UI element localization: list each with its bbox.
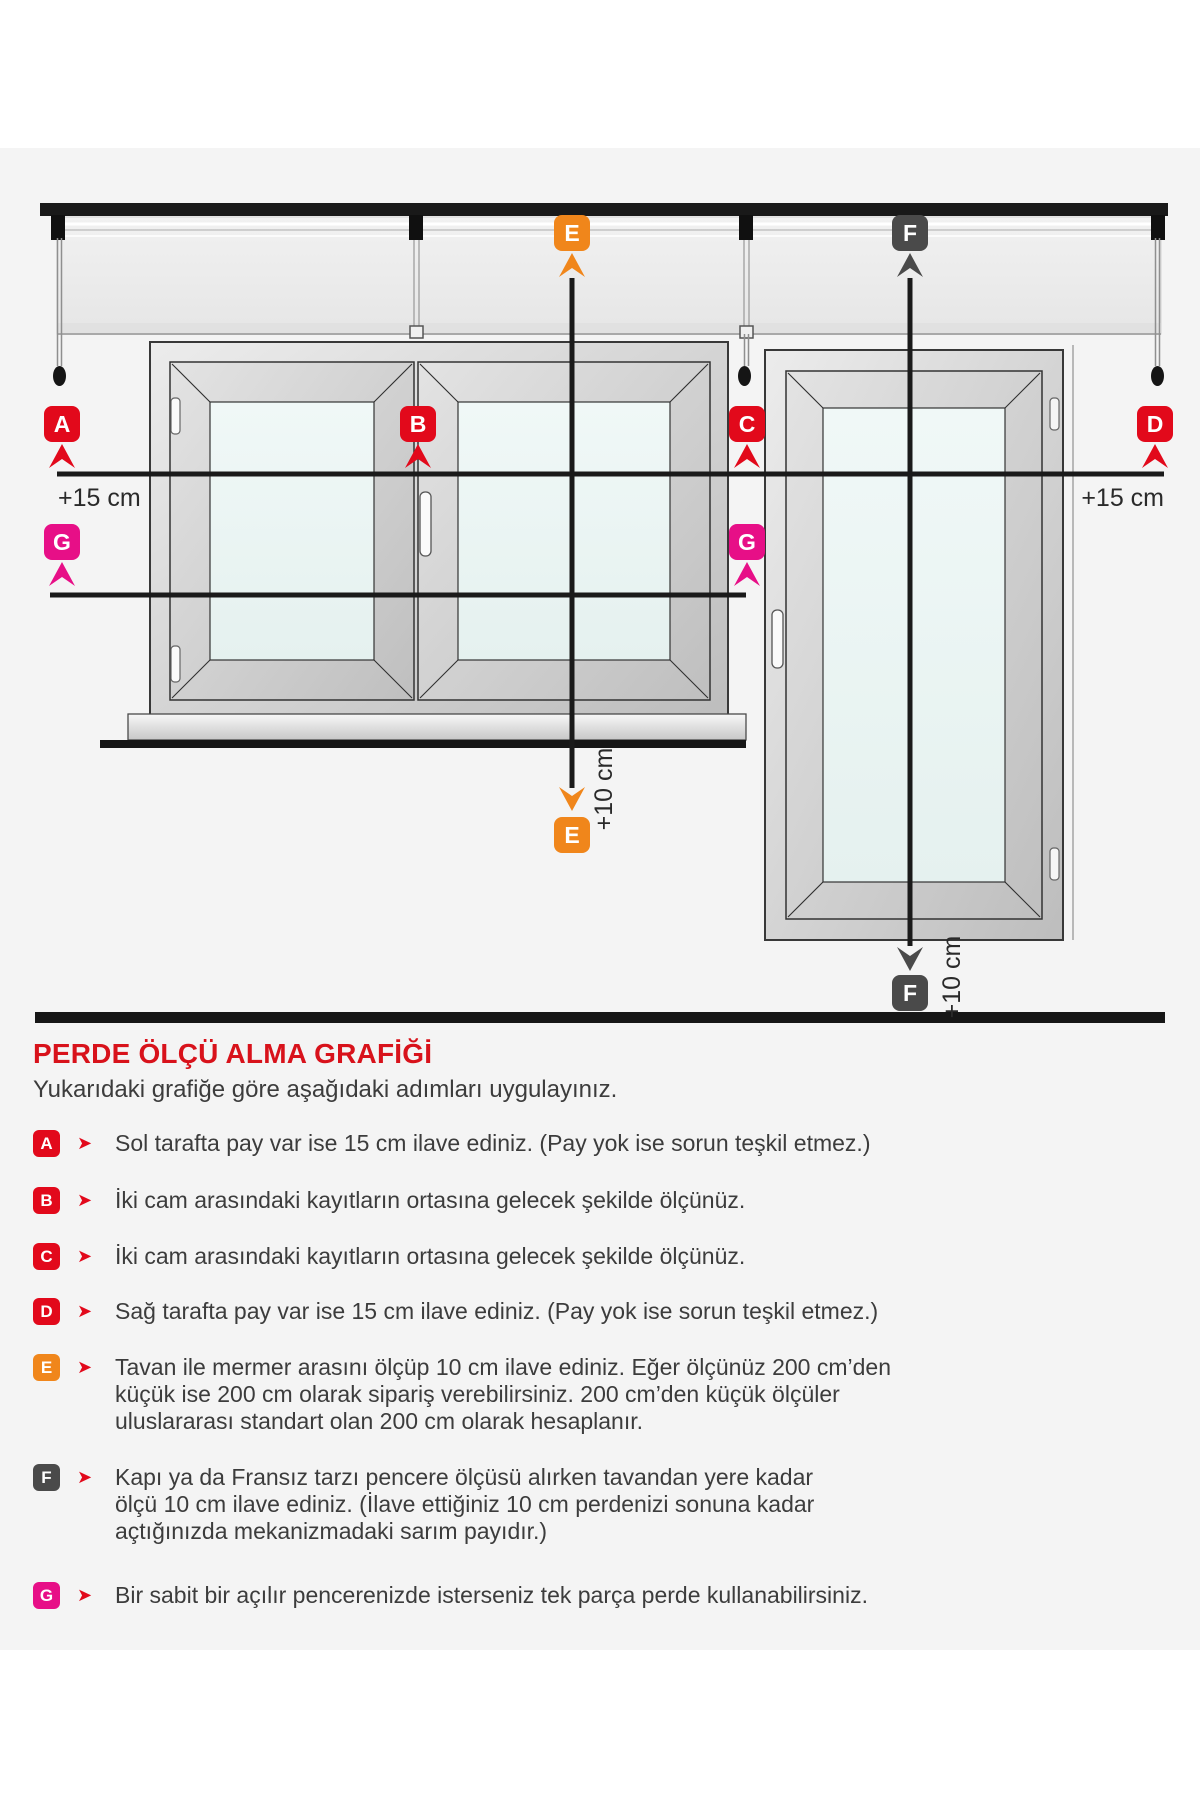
glass-pane	[458, 402, 670, 660]
arrow-up-g-left	[49, 562, 75, 586]
legend-text-f	[115, 1464, 814, 1545]
glass-pane	[210, 402, 374, 660]
legend-badge-g: G	[33, 1582, 60, 1609]
badge-f-bottom-letter: F	[902, 980, 918, 1006]
legend-text-a: Sol tarafta pay var ise 15 cm ilave ediniz. (Pay yok ise sorun teşkil etmez.)	[115, 1130, 871, 1156]
legend-badge-f: F	[33, 1464, 60, 1491]
window-hinge-top	[171, 398, 180, 434]
door-handle	[772, 610, 783, 668]
legend-text-f-line2: ölçü 10 cm ilave ediniz. (İlave ettiğiniz 10 cm perdenizi sonuna kadar	[115, 1491, 815, 1517]
arrow-up-d	[1142, 444, 1168, 468]
legend-item-f	[33, 1464, 1173, 1545]
legend-text-c: İki cam arasındaki kayıtların ortasına gelecek şekilde ölçünüz.	[115, 1243, 746, 1269]
window-sill-board	[128, 714, 746, 740]
legend-text-e	[115, 1354, 891, 1435]
legend-text-f-line1: Kapı ya da Fransız tarzı pencere ölçüsü alırken tavandan yere kadar	[115, 1464, 814, 1490]
legend-text-e-line2: küçük ise 200 cm olarak sipariş verebilirsiniz. 200 cm’den küçük ölçüler	[115, 1381, 840, 1407]
rail-bracket-4	[1151, 215, 1165, 240]
legend-text-g: Bir sabit bir açılır pencerenizde isterseniz tek parça perde kullanabilirsiniz.	[115, 1582, 868, 1608]
window-sill-marble	[100, 740, 746, 748]
legend-text-e-line1: Tavan ile mermer arasını ölçüp 10 cm ilave ediniz. Eğer ölçünüz 200 cm’den	[115, 1354, 891, 1380]
legend-item-g	[33, 1582, 1173, 1609]
badge-b-letter: B	[409, 411, 427, 437]
window-sash-left	[170, 362, 414, 700]
legend-badge-b: B	[33, 1187, 60, 1214]
label-right-15cm: +15 cm	[1081, 484, 1164, 512]
label-e-10cm: +10 cm	[590, 747, 618, 831]
badge-e-bottom-letter: E	[564, 822, 580, 848]
badge-a-letter: A	[53, 411, 71, 437]
legend-arrow-icon: ➤	[77, 1190, 93, 1210]
legend-item-e	[33, 1354, 1173, 1435]
window-sash-right	[418, 362, 710, 700]
label-left-15cm: +15 cm	[58, 484, 141, 512]
rail-bracket-1	[51, 215, 65, 240]
legend-arrow-icon: ➤	[77, 1467, 93, 1487]
rail-bracket-3	[739, 215, 753, 240]
legend-arrow-icon: ➤	[77, 1357, 93, 1377]
legend-item-b	[33, 1187, 1173, 1214]
arrow-up-c	[734, 444, 760, 468]
arrow-up-a	[49, 444, 75, 468]
arrow-up-g-right	[734, 562, 760, 586]
legend-arrow-icon: ➤	[77, 1301, 93, 1321]
legend-text-e-line3: uluslararası standart olan 200 cm olarak hesaplanır.	[115, 1408, 644, 1434]
label-f-10cm: +10 cm	[938, 935, 966, 1019]
arrow-down-f	[897, 947, 923, 971]
badge-c-letter: C	[738, 411, 756, 437]
instructions-legend	[33, 1038, 1173, 1609]
badge-d-letter: D	[1146, 411, 1164, 437]
door-hinge-bottom	[1050, 848, 1059, 880]
badge-e-top-letter: E	[564, 220, 580, 246]
legend-arrow-icon: ➤	[77, 1133, 93, 1153]
legend-item-a	[33, 1130, 1173, 1157]
glass-pane	[823, 408, 1005, 882]
badge-f-top-letter: F	[902, 220, 918, 246]
legend-badge-c: C	[33, 1243, 60, 1270]
pull-cord-middle	[738, 334, 751, 386]
legend-text-f-line3: açtığınızda mekanizmadaki sarım payıdır.)	[115, 1518, 548, 1544]
legend-arrow-icon: ➤	[77, 1585, 93, 1605]
rail-bracket-2	[409, 215, 423, 240]
legend-text-d: Sağ tarafta pay var ise 15 cm ilave ediniz. (Pay yok ise sorun teşkil etmez.)	[115, 1298, 879, 1324]
door-hinge-top	[1050, 398, 1059, 430]
arrow-down-e	[559, 787, 585, 811]
page-title: PERDE ÖLÇÜ ALMA GRAFİĞİ	[33, 1038, 433, 1069]
floor-line	[35, 1012, 1165, 1023]
legend-badge-e: E	[33, 1354, 60, 1381]
window-hinge-bottom	[171, 646, 180, 682]
legend-badge-d: D	[33, 1298, 60, 1325]
legend-item-d	[33, 1298, 1173, 1325]
legend-arrow-icon: ➤	[77, 1246, 93, 1266]
badge-g-right-letter: G	[738, 529, 756, 555]
legend-badge-a: A	[33, 1130, 60, 1157]
page-subtitle: Yukarıdaki grafiğe göre aşağıdaki adımları uygulayınız.	[33, 1076, 618, 1103]
french-door-unit	[765, 345, 1073, 940]
legend-text-b: İki cam arasındaki kayıtların ortasına gelecek şekilde ölçünüz.	[115, 1187, 746, 1213]
window-unit	[100, 342, 746, 748]
window-handle	[420, 492, 431, 556]
legend-item-c	[33, 1243, 1173, 1270]
badge-g-left-letter: G	[53, 529, 71, 555]
roller-blind-valance	[57, 217, 1161, 338]
